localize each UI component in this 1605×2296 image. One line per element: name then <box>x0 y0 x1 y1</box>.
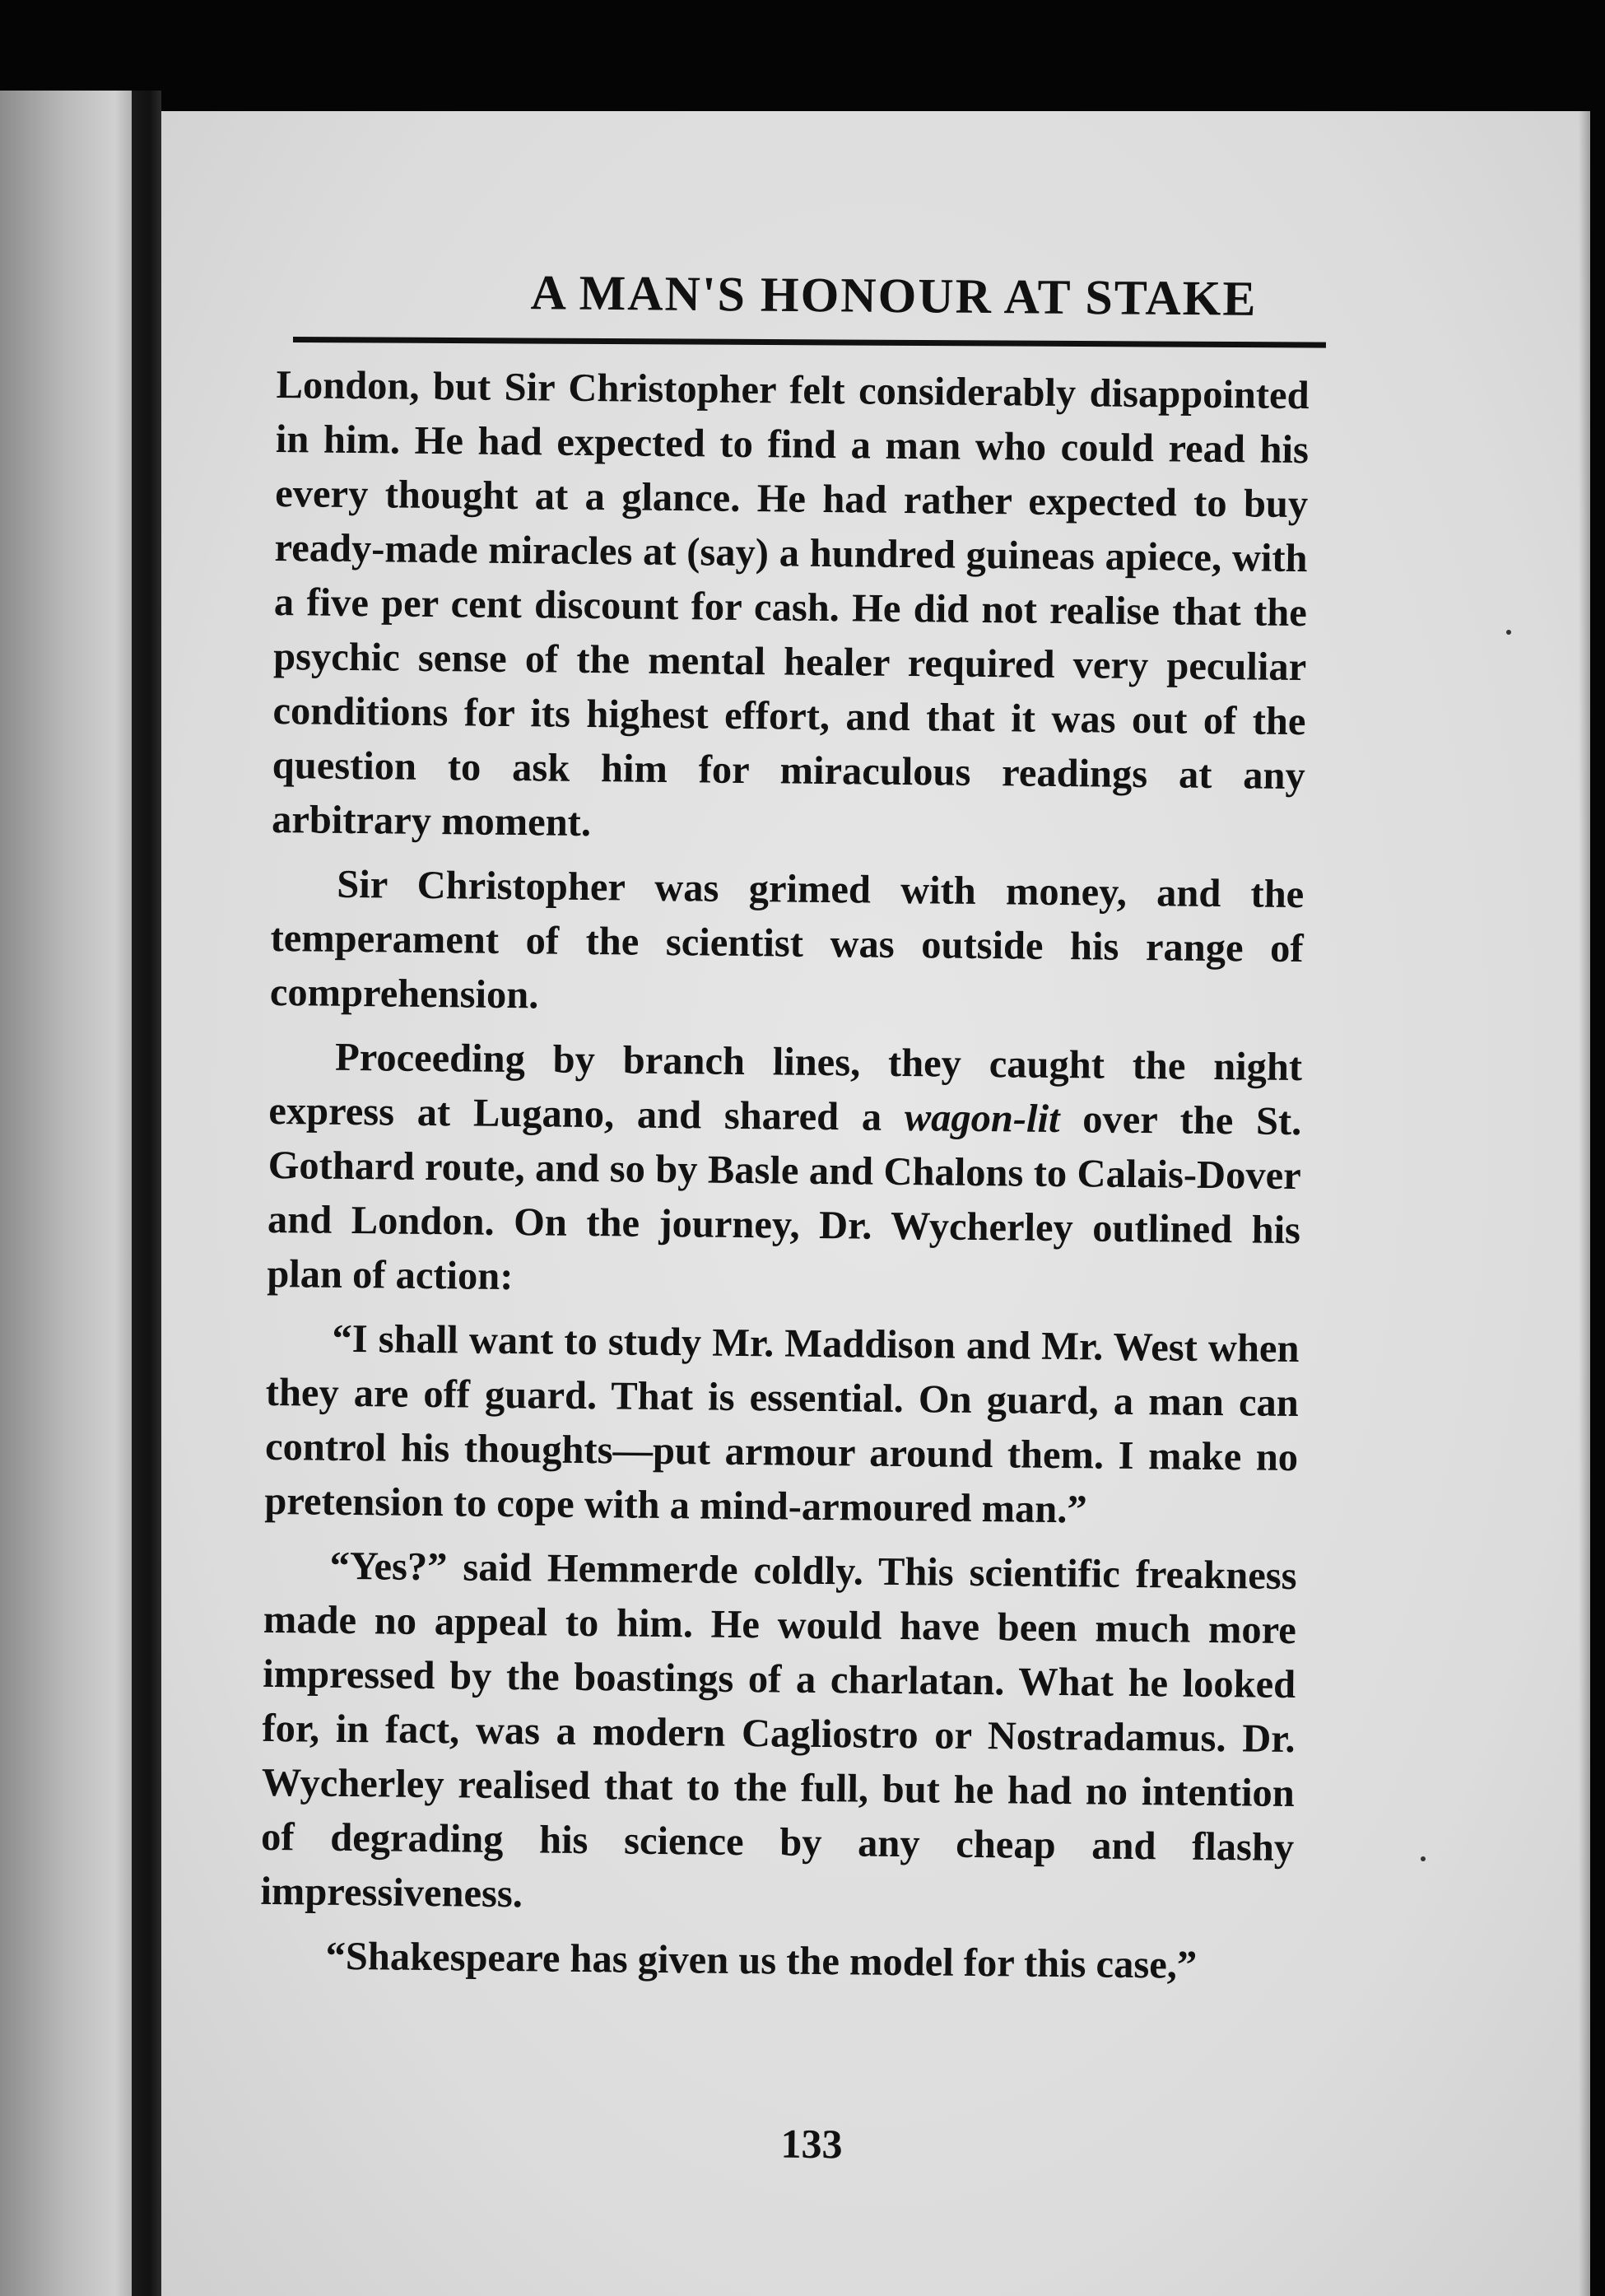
book-gutter <box>132 91 161 2296</box>
text-run: Proceeding by branch lines, they caught the night express at Lugano, and shared a <box>268 1035 1303 1140</box>
body-text <box>259 358 1310 1994</box>
paragraph: Sir Christopher was grimed with money, and the temperament of the scientist was outside his range of comprehension. <box>269 862 1305 1018</box>
text-run: over the St. Gothard route, and so by Basle and Chalons to Calais-Dover and London. On the journey, Dr. Wycherley outlined his plan of action: <box>267 1097 1302 1299</box>
running-head-rule <box>293 337 1326 348</box>
dust-speck <box>1506 630 1511 635</box>
running-head: A MAN'S HONOUR AT STAKE <box>530 265 1258 326</box>
paragraph: “Yes?” said Hemmerde coldly. This scientific freakness made no appeal to him. He would have been much more impressed by the boastings of a charlatan. What he looked for, in fact, was a modern Cagliostro or Nostradamus. Dr. Wycherley realised that to the full, but he had no intention of degrading his science by any cheap and flashy impressiveness. <box>260 1544 1297 1916</box>
dust-speck <box>1421 1856 1426 1861</box>
page-edge-shadow <box>1579 111 1590 2296</box>
paragraph: London, but Sir Christopher felt considerably disappointed in him. He had expected to find a man who could read his every thought at a glance. He had rather expected to buy ready-made miracles at (say) a hundred guineas apiece, with a five per cent discount for cash. He did not realise that the psychic sense of the mental healer required very peculiar conditions for its highest effort, and that it was out of the question to ask him for miraculous readings at any arbitrary moment. <box>271 362 1310 845</box>
paragraph <box>267 1030 1302 1312</box>
adjacent-page-edge <box>0 91 144 2296</box>
book-page <box>161 111 1590 2296</box>
italic-text-run: wagon-lit <box>904 1096 1060 1142</box>
paragraph: “Shakespeare has given us the model for this case,” <box>325 1934 1198 1987</box>
paragraph: “I shall want to study Mr. Maddison and Mr. West when they are off guard. That is essential. On guard, a man can control his thoughts—put armour around them. I make no pretension to cope with a mind-armoured man.” <box>264 1316 1300 1532</box>
page-number: 133 <box>780 2120 843 2168</box>
